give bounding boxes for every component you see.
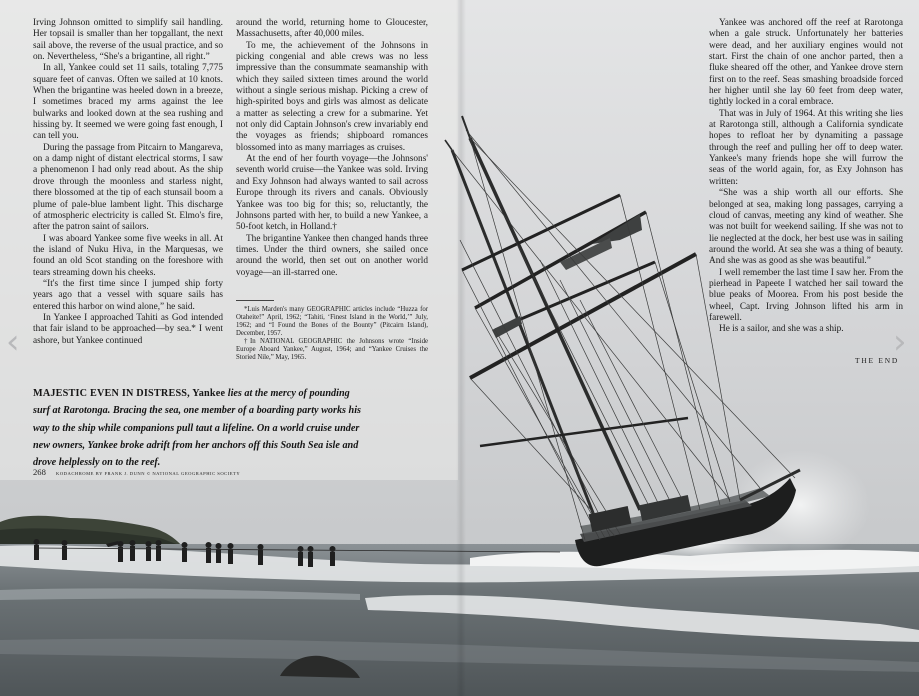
paragraph: He is a sailor, and she was a ship. — [719, 324, 844, 335]
page-gutter — [456, 0, 466, 696]
paragraph: To me, the achievement of the Johnsons in picking congenial and able crews was no less impressive than the consummate seamanship with which they sailed sixteen times around the world without a single serious mishap. Picking a crew of high-spirited boys and girls was almost as delicate a matter as selecting a crew for a submarine. Yet not only did Captain Johnson's crew invariably end the voyages as friends; shipboard romances blossomed into as many marriages as cruises. — [236, 40, 428, 153]
paragraph: Irving Johnson omitted to simplify sail handling. Her topsail is smaller than her topgallant, the next sail above, the reverse of the usual practice, and so on. Nevertheless, “She's a brigantine, all right.” — [33, 18, 223, 63]
text-column-1 — [33, 18, 223, 347]
footnotes — [236, 306, 428, 362]
paragraph: around the world, returning home to Gloucester, Massachusetts, after 40,000 miles. — [236, 18, 428, 40]
paragraph: At the end of her fourth voyage—the Johnsons' seventh world cruise—the Yankee was sold. Irving and Exy Johnson had always wanted to sail across Europe through its rivers and canals. Obviously Yankee was too big for this; so, reluctantly, the Johnsons parted with her, to build a new Yankee, a 50-foot ketch, in Holland.† — [236, 154, 428, 233]
text-column-3 — [709, 18, 903, 336]
text-column-2 — [236, 18, 428, 279]
the-end-marker: THE END — [855, 356, 900, 365]
paragraph: I well remember the last time I saw her. From the pierhead in Papeete I watched her sail toward the blue peaks of Moorea. From his post beside the wheel, Capt. Irving Johnson lifted his arm in farewell. — [709, 267, 903, 323]
chevron-right-icon[interactable]: › — [893, 322, 907, 362]
caption-lead: MAJESTIC EVEN IN DISTRESS, Yankee — [33, 388, 226, 399]
footnote: *Luis Marden's many GEOGRAPHIC articles include “Huzza for Otaheite!” April, 1962; “Tahiti, ‘Finest Island in the World,’” July, 1962; and “I Found the Bones of the Bounty” (Pitcairn Island), December, 1957. — [236, 306, 428, 337]
paragraph: In all, Yankee could set 11 sails, totaling 7,775 square feet of canvas. Often we sailed at 10 knots. When the brigantine was heeled down in a breeze, I sometimes braced my arms against the lee bulwarks and looked down at the sea rushing and hissing by. It seemed we were going fast enough, I can tell you. — [33, 63, 223, 142]
footnote: †In NATIONAL GEOGRAPHIC the Johnsons wrote “Inside Europe Aboard Yankee,” August, 1964; and “Yankee Cruises the Storied Nile,” May, 1965. — [236, 338, 428, 361]
paragraph: In Yankee I approached Tahiti as God intended that fair island to be approached—by sea.* I went ashore, but Yankee continued — [33, 312, 223, 346]
caption-body: lies at the mercy of pounding surf at Rarotonga. Bracing the sea, one member of a boarding party works his way to the ship while companions pull taut a lifeline. On a world cruise under new owners, Yankee broke adrift from her anchors off this South Sea isle and drove helplessly on to the reef. — [33, 388, 362, 469]
page-number: 268 — [33, 467, 46, 477]
photo-caption — [33, 385, 363, 471]
paragraph: The brigantine Yankee then changed hands three times. Under the third owners, she sailed once around the world, then set out on another world voyage—an ill-starred one. — [236, 233, 428, 278]
paragraph: That was in July of 1964. At this writing she lies at Rarotonga still, although a California syndicate hopes to refloat her by dynamiting a passage through the reef and pulling her off to deep water. Yankee's many friends hope she will furrow the seas of the world again, for, as Exy Johnson has written: — [709, 108, 903, 187]
paragraph: “It's the first time since I jumped ship forty years ago that a vessel with square sails has entered this harbor on wind alone,” he said. — [33, 278, 223, 312]
paragraph: During the passage from Pitcairn to Mangareva, on a damp night of distant electrical storms, I saw a phenomenon I had only read about. As the ship drove through the moonless and starless night, there blossomed at the tip of each stunsail boom a plume of pale-blue lambent light. This discharge of atmospheric electricity is called St. Elmo's fire, after the patron saint of sailors. — [33, 142, 223, 233]
paragraph: Yankee was anchored off the reef at Rarotonga when a gale struck. Unfortunately her batteries were dead, and her auxiliary engines would not start. First the chain of one anchor parted, then a fluke sheared off the other, and Yankee drove stern first on to the reef. Seas smashing broadside forced her higher until she lay 60 feet from deep water, tightly locked in a coral embrace. — [709, 18, 903, 108]
chevron-left-icon[interactable]: ‹ — [6, 322, 20, 362]
paragraph: “She was a ship worth all our efforts. She belonged at sea, making long passages, carrying a cloud of canvas, meeting any kind of weather. She was not built for weekend sailing. If she was not to lie neglected at the dock, her best use was in sailing around the world. At sea she was a thing of beauty. And she was as good as she was beautiful.” — [709, 188, 903, 267]
folio — [33, 467, 240, 477]
photo-credit: KODACHROME BY FRANK J. DUNN © NATIONAL GEOGRAPHIC SOCIETY — [56, 471, 241, 476]
footnote-rule — [236, 300, 274, 301]
paragraph: I was aboard Yankee some five weeks in all. At the island of Nuku Hiva, in the Marquesas, we found an old Scot standing on the foreshore with tears streaming down his cheeks. — [33, 233, 223, 278]
